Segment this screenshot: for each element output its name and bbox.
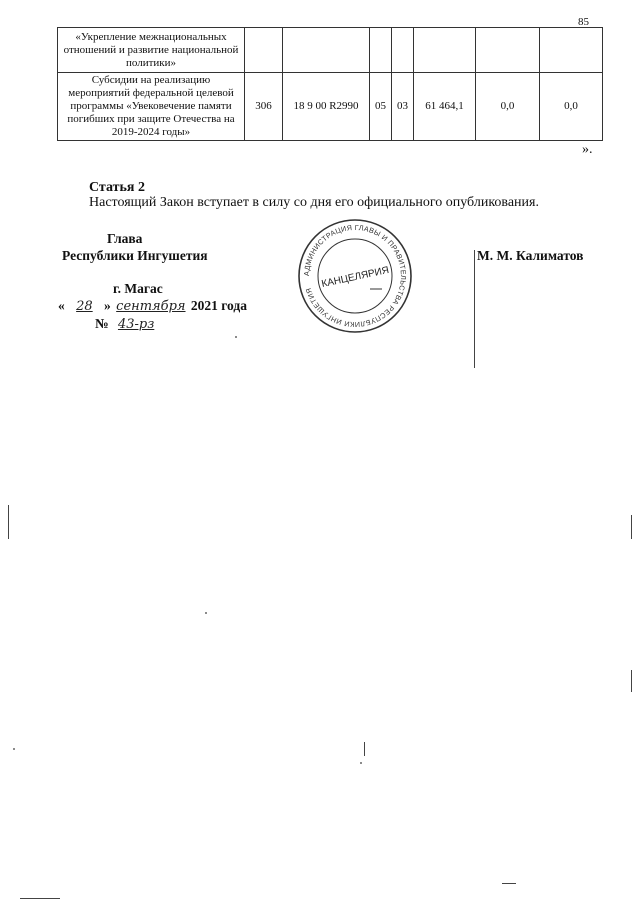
table-cell-subsection: 03 xyxy=(392,73,414,141)
scan-artifact-line xyxy=(631,670,632,692)
signatory-name: М. М. Калиматов xyxy=(477,248,584,263)
closing-quote: ». xyxy=(582,142,593,157)
stamp-center-text: КАНЦЕЛЯРИЯ xyxy=(320,264,391,290)
city-label: г. Магас xyxy=(113,281,163,296)
article-text: Настоящий Закон вступает в силу со дня его официального опубликования. xyxy=(89,195,539,210)
table-cell-subsection xyxy=(392,28,414,73)
table-cell-amount-2 xyxy=(476,28,540,73)
official-stamp xyxy=(296,217,414,335)
scan-artifact-line xyxy=(502,883,516,884)
scan-speck xyxy=(205,612,207,614)
table-cell-admin: 306 xyxy=(245,73,283,141)
table-cell-name: Субсидии на реализацию мероприятий федеральной целевой программы «Увековечение памяти погибших при защите Отечества на 2019-2024 годы» xyxy=(58,73,245,141)
signing-date xyxy=(58,298,247,314)
scan-artifact-line xyxy=(8,505,9,539)
scan-speck xyxy=(360,762,362,764)
signatory-title-line2: Республики Ингушетия xyxy=(62,248,208,263)
date-year: 2021 года xyxy=(190,298,247,313)
table-cell-name: «Укрепление межнациональных отношений и развитие национальной политики» xyxy=(58,28,245,73)
table-cell-amount-3 xyxy=(540,28,603,73)
table-cell-section: 05 xyxy=(370,73,392,141)
scan-artifact-line xyxy=(631,515,632,539)
scan-speck xyxy=(235,336,237,338)
table-cell-target xyxy=(283,28,370,73)
margin-line xyxy=(474,250,475,368)
table-cell-section xyxy=(370,28,392,73)
number-value: 43-рз xyxy=(117,317,155,332)
date-open-quote: « xyxy=(58,298,65,313)
scan-speck xyxy=(13,748,15,750)
table-cell-amount-3: 0,0 xyxy=(540,73,603,141)
date-close-quote: » xyxy=(104,298,111,313)
number-label: № xyxy=(95,316,109,331)
budget-table xyxy=(57,27,603,141)
table-cell-amount-2: 0,0 xyxy=(476,73,540,141)
date-month: сентября xyxy=(116,299,186,314)
law-number xyxy=(95,316,160,332)
table-row xyxy=(58,28,603,73)
scan-artifact-line xyxy=(364,742,365,756)
page-number: 85 xyxy=(578,16,589,28)
scan-artifact-line xyxy=(20,898,60,899)
table-row xyxy=(58,73,603,141)
table-cell-admin xyxy=(245,28,283,73)
table-cell-target: 18 9 00 R2990 xyxy=(283,73,370,141)
signatory-title-line1: Глава xyxy=(107,231,143,246)
date-day: 28 xyxy=(76,299,93,314)
article-heading: Статья 2 xyxy=(89,180,145,195)
stamp-ring-text: АДМИНИСТРАЦИЯ ГЛАВЫ И ПРАВИТЕЛЬСТВА РЕСПУБЛИКИ ИНГУШЕТИЯ xyxy=(301,222,409,330)
table-cell-amount-1: 61 464,1 xyxy=(414,73,476,141)
table-cell-amount-1 xyxy=(414,28,476,73)
